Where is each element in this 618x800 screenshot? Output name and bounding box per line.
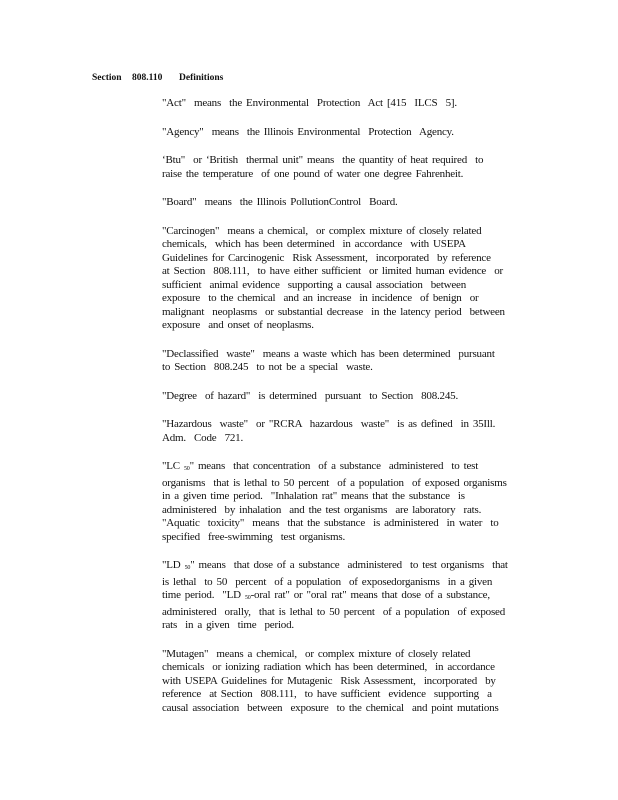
definition-paragraph [162, 126, 524, 140]
definition-line: "Act" means the Environmental Protection Act [415 ILCS 5]. [162, 97, 457, 109]
definition-line: rats in a given time period. [162, 619, 294, 631]
definition-paragraph [162, 97, 524, 111]
definition-paragraph [162, 460, 524, 544]
definition-line: exposure to the chemical and an increase in incidence of benign or [162, 292, 479, 304]
definition-line: time period. "LD 50-oral rat" or "oral rat" means that dose of a substance, [162, 589, 490, 601]
definition-line: specified free-swimming test organisms. [162, 530, 346, 543]
definition-line: at Section 808.111, to have either sufficient or limited human evidence or [162, 265, 503, 277]
definition-line: "Mutagen" means a chemical, or complex mixture of closely related [162, 647, 471, 660]
definition-line: "LC 50" means that concentration of a substance administered to test [162, 460, 479, 472]
definition-line: causal association between exposure to the chemical and point mutations [162, 701, 499, 714]
definition-paragraph [162, 648, 524, 716]
definition-line: sufficient animal evidence supporting a causal association between [162, 278, 467, 291]
definition-line: "Agency" means the Illinois Environmental Protection Agency. [162, 125, 454, 138]
definition-paragraph [162, 348, 524, 375]
definition-line: "Hazardous waste" or "RCRA hazardous waste" is as defined in 35Ill. [162, 418, 496, 430]
definition-line: administered by inhalation and the test organisms are laboratory rats. [162, 503, 482, 516]
definition-line: is lethal to 50 percent of a population of exposedorganisms in a given [162, 575, 493, 588]
definition-paragraph [162, 196, 524, 210]
definition-line: "Aquatic toxicity" means that the substance is administered in water to [162, 517, 499, 529]
definition-line: "Carcinogen" means a chemical, or complex mixture of closely related [162, 224, 482, 237]
definition-paragraph [162, 390, 524, 404]
definition-paragraph [162, 225, 524, 333]
definition-paragraph [162, 559, 524, 633]
definition-line: organisms that is lethal to 50 percent of a population of exposed organisms [162, 476, 507, 489]
definition-line: exposure and onset of neoplasms. [162, 319, 314, 331]
definition-line: administered orally, that is lethal to 50 percent of a population of exposed [162, 605, 506, 618]
definition-line: raise the temperature of one pound of water one degree Fahrenheit. [162, 167, 464, 180]
definition-line: Guidelines for Carcinogenic Risk Assessment, incorporated by reference [162, 251, 491, 264]
definition-line: "Declassified waste" means a waste which has been determined pursuant [162, 347, 495, 360]
definition-line: "LD 50" means that dose of a substance administered to test organisms that [162, 559, 508, 571]
definition-line: Adm. Code 721. [162, 431, 244, 444]
definitions-list [162, 97, 524, 730]
definition-line: "Board" means the Illinois PollutionControl Board. [162, 196, 398, 208]
definition-paragraph [162, 154, 524, 181]
section-title: Definitions [179, 73, 224, 83]
definition-line: reference at Section 808.111, to have sufficient evidence supporting a [162, 688, 492, 700]
definition-line: to Section 808.245 to not be a special waste. [162, 361, 373, 373]
definition-line: "Degree of hazard" is determined pursuant to Section 808.245. [162, 389, 459, 402]
section-heading [92, 73, 223, 83]
definition-line: chemicals, which has been determined in accordance with USEPA [162, 238, 466, 250]
definition-line: in a given time period. "Inhalation rat" means that the substance is [162, 490, 465, 502]
section-label: Section [92, 73, 122, 83]
definition-line: with USEPA Guidelines for Mutagenic Risk Assessment, incorporated by [162, 674, 496, 687]
definition-line: chemicals or ionizing radiation which has been determined, in accordance [162, 661, 495, 673]
definition-line: malignant neoplasms or substantial decrease in the latency period between [162, 305, 505, 318]
definition-line: ‘Btu" or ‘British thermal unit" means the quantity of heat required to [162, 154, 484, 166]
definition-paragraph [162, 418, 524, 445]
section-number: 808.110 [132, 73, 163, 83]
